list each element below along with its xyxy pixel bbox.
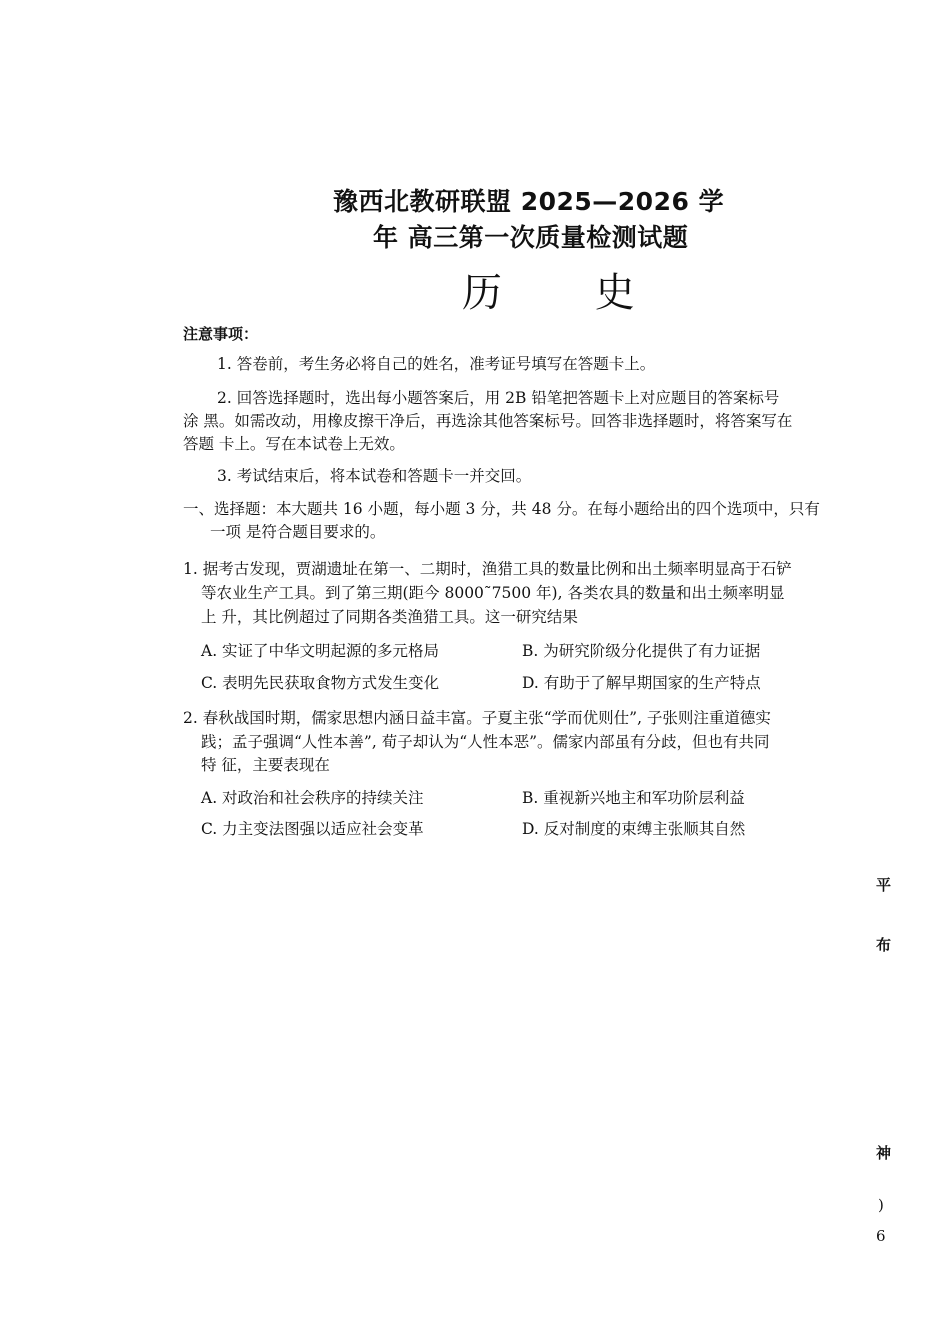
title-line-2: 年 高三第一次质量检测试题	[373, 223, 689, 252]
question-1-option-d: D. 有助于了解早期国家的生产特点	[522, 674, 761, 692]
question-1-line-1: 1. 据考古发现，贾湖遗址在第一、二期时，渔猎工具的数量比例和出土频率明显高于石铲	[183, 560, 792, 578]
question-1-option-c: C. 表明先民获取食物方式发生变化	[201, 674, 440, 692]
note-item-1: 1. 答卷前，考生务必将自己的姓名，准考证号填写在答题卡上。	[217, 355, 656, 373]
question-2-option-b: B. 重视新兴地主和军功阶层利益	[522, 789, 745, 807]
note-item-2-line-2: 涂 黑。如需改动，用橡皮擦干净后，再选涂其他答案标号。回答非选择题时，将答案写在	[183, 412, 793, 430]
subject-title: 历 史	[462, 270, 675, 316]
margin-char-4: )	[878, 1196, 884, 1214]
section-1-instruction-line-1: 一、选择题：本大题共 16 小题，每小题 3 分，共 48 分。在每小题给出的四个选项中，只有	[183, 500, 820, 518]
question-2-option-d: D. 反对制度的束缚主张顺其自然	[522, 820, 746, 838]
question-1-option-b: B. 为研究阶级分化提供了有力证据	[522, 642, 761, 660]
margin-char-2: 布	[876, 936, 892, 954]
question-2-line-1: 2. 春秋战国时期，儒家思想内涵日益丰富。子夏主张“学而优则仕”, 子张则注重道德实	[183, 709, 771, 727]
question-1-line-2: 等农业生产工具。到了第三期(距今 8000˜7500 年), 各类农具的数量和出土频率明显	[201, 584, 785, 602]
notes-heading: 注意事项：	[183, 325, 259, 343]
question-1-line-3: 上 升，其比例超过了同期各类渔猎工具。这一研究结果	[201, 608, 578, 626]
question-2-line-2: 践；孟子强调“人性本善”, 荀子却认为“人性本恶”。儒家内部虽有分歧，但也有共同	[201, 733, 770, 751]
note-item-2-line-1: 2. 回答选择题时，选出每小题答案后，用 2B 铅笔把答题卡上对应题目的答案标号	[217, 389, 780, 407]
note-item-3: 3. 考试结束后，将本试卷和答题卡一并交回。	[217, 467, 532, 485]
question-2-option-c: C. 力主变法图强以适应社会变革	[201, 820, 424, 838]
margin-char-3: 神	[876, 1144, 892, 1162]
question-2-option-a: A. 对政治和社会秩序的持续关注	[201, 789, 424, 807]
margin-char-5: 6	[876, 1227, 886, 1245]
question-2-line-3: 特 征，主要表现在	[201, 756, 330, 774]
note-item-2-line-3: 答题 卡上。写在本试卷上无效。	[183, 435, 405, 453]
title-line-1: 豫西北教研联盟 2025—2026 学	[333, 187, 725, 216]
section-1-instruction-line-2: 一项 是符合题目要求的。	[210, 523, 386, 541]
margin-char-1: 平	[876, 876, 892, 894]
question-1-option-a: A. 实证了中华文明起源的多元格局	[201, 642, 440, 660]
